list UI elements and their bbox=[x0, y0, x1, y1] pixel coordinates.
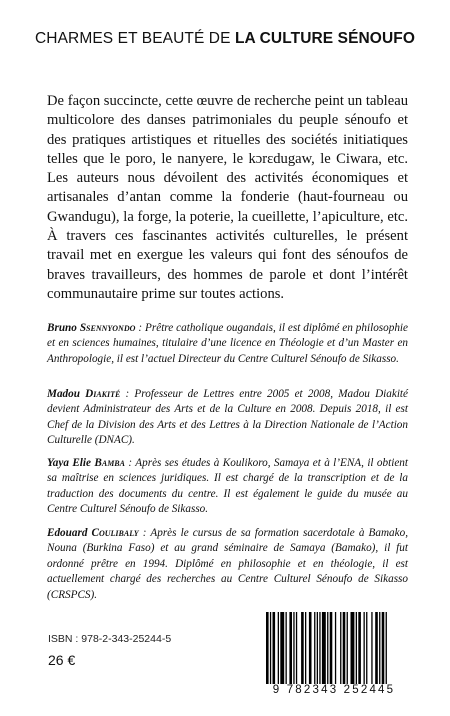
author-bio-text: : Après le cursus de sa formation sacerdotale à Bamako, Nouna (Burkina Faso) et au grand séminaire de Samaya (Bamako), il fut ordonné prêtre en 1994. Diplômé en philosophie et en théologie, il est actuellement chargé des recherches au Centre Culturel Sénoufo de Sikasso (CRSPCS). bbox=[47, 527, 408, 601]
isbn-label: ISBN : 978-2-343-25244-5 bbox=[48, 633, 172, 645]
author-first-name: Madou bbox=[47, 388, 80, 400]
author-bio bbox=[47, 321, 408, 367]
author-bio-text: : Professeur de Lettres entre 2005 et 2008, Madou Diakité devient Administrateur des Arts et de la Culture en 2008. Depuis 2018, il est Chef de la Division des Arts et des Lettres à la Direction Nationale de l’Action Culturelle (DNAC). bbox=[47, 388, 408, 447]
barcode bbox=[258, 610, 410, 702]
author-name bbox=[47, 322, 135, 334]
author-name bbox=[47, 457, 125, 469]
author-last-name: Coulibaly bbox=[91, 527, 139, 539]
author-first-name: Edouard bbox=[47, 527, 88, 539]
author-first-name: Bruno bbox=[47, 322, 77, 334]
barcode-bars bbox=[258, 610, 410, 692]
author-bio bbox=[47, 526, 408, 603]
back-cover-summary: De façon succincte, cette œuvre de recherche peint un tableau multicolore des danses patrimoniales du peuple sénoufo et des pratiques artistiques et rituelles des sociétés initiatiques telles que le poro, le nanyere, le kɔrɛdugaw, le Ciwara, etc. Les auteurs nous dévoilent des activités économiques et artisanales d’antan comme la fonderie (haut-fourneau ou Gwandugu), la forge, la poterie, la cueillette, l’apiculture, etc. À travers ces fascinantes activités culturelles, le présent travail met en exergue les valeurs qui font des sénoufos de braves travailleurs, des hommes de parole et dont l’intérêt communautaire prime sur toutes actions. bbox=[47, 93, 408, 302]
author-bio bbox=[47, 456, 408, 518]
author-last-name: Bamba bbox=[94, 457, 125, 469]
author-bio-text: : Prêtre catholique ougandais, il est diplômé en philosophie et en sciences humaines, titulaire d’une licence en Théologie et d’un Master en Anthropologie, il est l’actuel Directeur du Centre Culturel Sénoufo de Sikasso. bbox=[47, 322, 409, 365]
author-bio bbox=[47, 387, 408, 449]
author-name bbox=[47, 527, 139, 539]
author-name bbox=[47, 388, 120, 400]
book-title bbox=[0, 30, 450, 48]
title-bold: LA CULTURE SÉNOUFO bbox=[234, 30, 415, 47]
author-last-name: Ssennyondo bbox=[79, 322, 136, 334]
author-first-name: Yaya Elie bbox=[47, 457, 91, 469]
author-bio-text: : Après ses études à Koulikoro, Samaya et à l’ENA, il obtient sa maîtrise en sciences juridiques. Il est chargé de la transcription et de la traduction des documents du centre. Il est également le guide du musée au Centre Culturel Sénoufo de Sikasso. bbox=[47, 457, 408, 516]
title-prefix: CHARMES ET BEAUTÉ DE bbox=[35, 30, 235, 47]
barcode-digits: 9 782343 252445 bbox=[258, 684, 410, 696]
price-label: 26 € bbox=[48, 652, 76, 668]
author-last-name: Diakité bbox=[85, 388, 121, 400]
